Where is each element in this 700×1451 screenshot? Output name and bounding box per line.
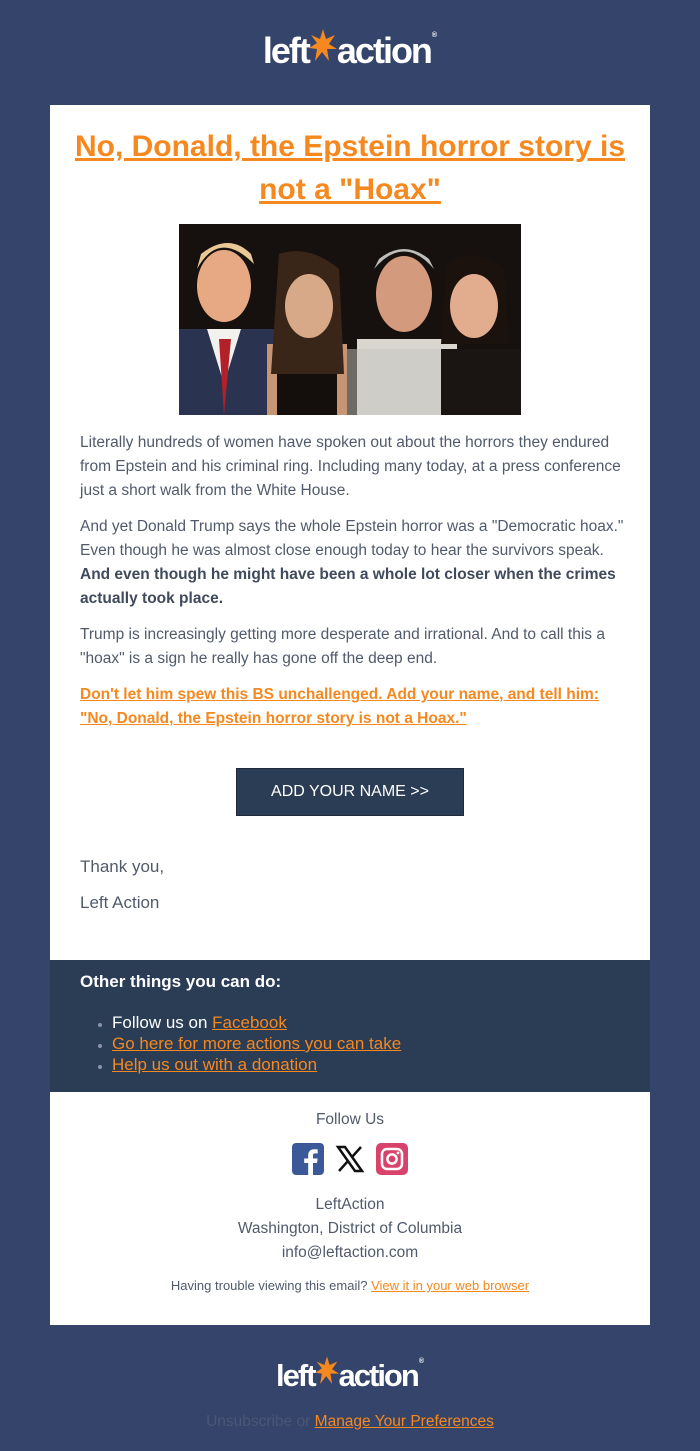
- social-icons: [50, 1143, 650, 1175]
- body-paragraph-3: Trump is increasingly getting more desperate and irrational. And to call this a "hoax" is a sign he really has gone off the deep end.: [80, 626, 605, 667]
- email-footer: [50, 1092, 650, 1325]
- registered-mark: ®: [418, 1358, 424, 1365]
- other-actions-heading: Other things you can do:: [80, 972, 282, 991]
- list-item: [112, 1054, 401, 1075]
- trouble-text: Having trouble viewing this email?: [170, 1278, 372, 1293]
- body-paragraph-2: [80, 515, 625, 611]
- view-in-browser-line: [50, 1278, 650, 1293]
- registered-mark: ®: [431, 32, 438, 39]
- signoff-thanks: Thank you,: [80, 857, 165, 876]
- facebook-icon[interactable]: [292, 1143, 324, 1175]
- signoff-name: Left Action: [80, 893, 160, 912]
- org-name: LeftAction: [315, 1196, 385, 1213]
- follow-us-label: Follow Us: [315, 1111, 385, 1128]
- org-info: [50, 1193, 650, 1265]
- list-item: [112, 1033, 401, 1054]
- body-paragraph-2-text: And yet Donald Trump says the whole Epstein horror was a "Democratic hoax." Even though he was almost close enough today to hear the survivors speak.: [80, 518, 624, 559]
- list-item: [112, 1012, 401, 1033]
- starburst-icon: [309, 29, 337, 72]
- add-your-name-button[interactable]: ADD YOUR NAME >>: [236, 768, 464, 816]
- x-icon[interactable]: [334, 1143, 366, 1175]
- org-location: Washington, District of Columbia: [237, 1220, 463, 1237]
- headline-link[interactable]: No, Donald, the Epstein horror story is not a "Hoax": [74, 130, 626, 206]
- facebook-link[interactable]: Facebook: [212, 1013, 287, 1032]
- body-paragraph-1: Literally hundreds of women have spoken out about the horrors they endured from Epstein and his criminal ring. Including many today, at a press conference just a short walk from the White House.: [80, 434, 621, 499]
- other-actions-list: [80, 1012, 401, 1075]
- instagram-icon[interactable]: [376, 1143, 408, 1175]
- view-in-browser-link[interactable]: View it in your web browser: [371, 1278, 530, 1293]
- list-item-prefix: Follow us on: [112, 1013, 213, 1032]
- cta-text-link[interactable]: Don't let him spew this BS unchallenged. Add your name, and tell him: "No, Donald, the Epstein horror story is not a Hoax.": [80, 686, 599, 727]
- manage-preferences-link[interactable]: Manage Your Preferences: [314, 1413, 494, 1430]
- body-paragraph-2-bold: And even though he might have been a whole lot closer when the crimes actually took place.: [80, 566, 616, 607]
- email-body: [80, 431, 625, 743]
- logo-text-right: action: [336, 30, 431, 71]
- leftaction-logo-bottom: [0, 1354, 700, 1394]
- org-email[interactable]: info@leftaction.com: [281, 1244, 419, 1261]
- logo-text-right: action: [338, 1358, 418, 1393]
- starburst-icon: [315, 1356, 339, 1394]
- donation-link[interactable]: Help us out with a donation: [112, 1055, 318, 1074]
- other-actions-panel: [50, 960, 650, 1092]
- logo-text-left: left: [262, 30, 309, 71]
- unsubscribe-text[interactable]: Unsubscribe or: [206, 1413, 315, 1430]
- more-actions-link[interactable]: Go here for more actions you can take: [112, 1034, 402, 1053]
- email-main-card: [50, 105, 650, 960]
- unsubscribe-line: [200, 1413, 500, 1431]
- logo-text-left: left: [276, 1358, 315, 1393]
- leftaction-logo-top: [0, 28, 700, 72]
- hero-photo[interactable]: [179, 224, 521, 415]
- signoff: [80, 857, 164, 929]
